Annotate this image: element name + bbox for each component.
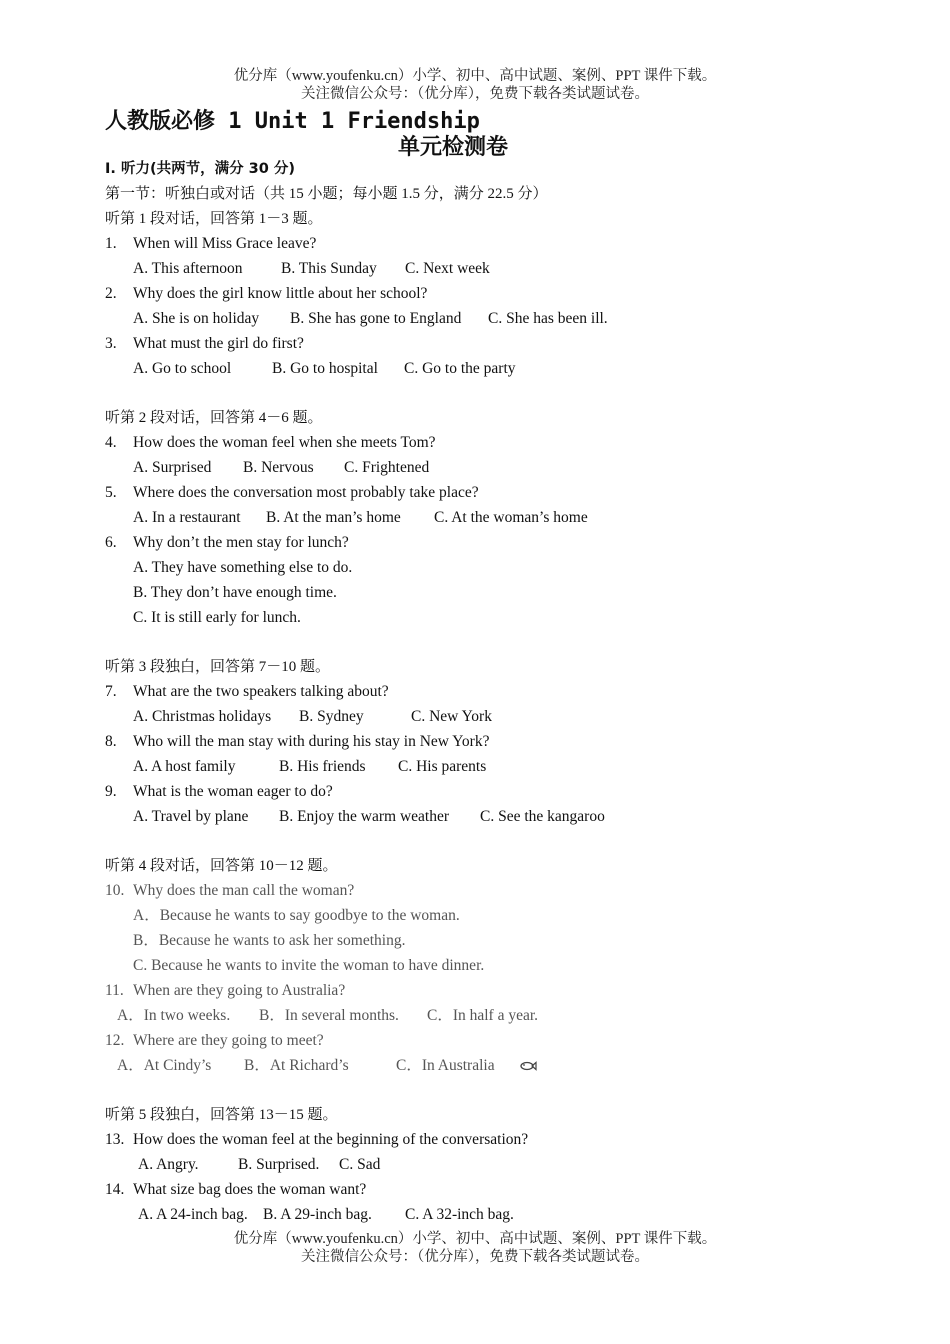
question-number: 1.: [105, 235, 117, 252]
option-c: C. Because he wants to invite the woman to have dinner.: [133, 957, 485, 974]
question-text: When will Miss Grace leave?: [133, 235, 317, 252]
question-number: 10.: [105, 882, 125, 899]
option-a: A. A host family: [133, 758, 236, 775]
question-number: 5.: [105, 484, 117, 501]
question-number: 7.: [105, 683, 117, 700]
option-b: B. This Sunday: [281, 260, 377, 277]
question-text: Where does the conversation most probably take place?: [133, 484, 479, 501]
question-text: What must the girl do first?: [133, 335, 304, 352]
option-c: C. His parents: [398, 758, 487, 775]
footer-line-2: 关注微信公众号：（优分库），免费下载各类试题试卷。: [301, 1249, 649, 1265]
question-number: 13.: [105, 1131, 125, 1148]
option-a: A. Travel by plane: [133, 808, 249, 825]
option-c: C. Go to the party: [404, 360, 516, 377]
header-line-1: 优分库（www.youfenku.cn）小学、初中、高中试题、案例、PPT 课件下载。: [233, 68, 717, 84]
option-b: B. His friends: [279, 758, 366, 775]
option-c: C．In Australia: [396, 1057, 495, 1074]
option-a: A．In two weeks.: [117, 1007, 231, 1024]
question-text: Why does the man call the woman?: [133, 882, 355, 899]
option-c: C. A 32-inch bag.: [405, 1206, 514, 1223]
question-text: Who will the man stay with during his stay in New York?: [133, 733, 490, 750]
question-text: When are they going to Australia?: [133, 982, 346, 999]
option-a: A. They have something else to do.: [133, 559, 353, 576]
option-c: C. Frightened: [344, 459, 430, 476]
question-number: 8.: [105, 733, 117, 750]
question-text: What is the woman eager to do?: [133, 783, 333, 800]
option-a: A．Because he wants to say goodbye to the woman.: [133, 907, 460, 924]
option-a: A. Angry.: [138, 1156, 199, 1173]
option-c: C. It is still early for lunch.: [133, 609, 301, 626]
option-c: C. At the woman’s home: [434, 509, 588, 526]
option-b: B. Enjoy the warm weather: [279, 808, 450, 825]
option-b: B．At Richard’s: [244, 1057, 349, 1074]
question-text: Where are they going to meet?: [133, 1032, 324, 1049]
question-number: 11.: [105, 982, 124, 999]
section-heading: Ⅰ. 听力(共两节，满分 30 分): [105, 161, 295, 177]
question-text: What are the two speakers talking about?: [133, 683, 389, 700]
option-a: A. She is on holiday: [133, 310, 260, 327]
subtitle-text: 单元检测卷: [397, 134, 508, 160]
option-b: B. Sydney: [299, 708, 364, 725]
group-intro-5: 听第 5 段独白，回答第 13－15 题。: [105, 1107, 338, 1123]
question-text: Why does the girl know little about her school?: [133, 285, 428, 302]
option-a: A. In a restaurant: [133, 509, 241, 526]
option-a: A. Christmas holidays: [133, 708, 272, 725]
option-b: B. Nervous: [243, 459, 314, 476]
option-a: A. This afternoon: [133, 260, 243, 277]
document-subtitle: [0, 130, 950, 161]
question-number: 3.: [105, 335, 117, 352]
question-number: 4.: [105, 434, 117, 451]
option-a: A. Surprised: [133, 459, 212, 476]
option-a: A. A 24-inch bag.: [138, 1206, 248, 1223]
question-number: 6.: [105, 534, 117, 551]
part-instruction: 第一节：听独白或对话（共 15 小题；每小题 1.5 分，满分 22.5 分）: [105, 186, 548, 202]
option-a: A．At Cindy’s: [117, 1057, 212, 1074]
group-intro-4: 听第 4 段对话，回答第 10－12 题。: [105, 858, 338, 874]
question-text: How does the woman feel at the beginning of the conversation?: [133, 1131, 529, 1148]
option-a: A. Go to school: [133, 360, 232, 377]
group-intro-1: 听第 1 段对话，回答第 1－3 题。: [105, 211, 323, 227]
group-intro-2: 听第 2 段对话，回答第 4－6 题。: [105, 410, 323, 426]
option-b: B. They don’t have enough time.: [133, 584, 337, 601]
option-b: B. She has gone to England: [290, 310, 462, 327]
question-number: 12.: [105, 1032, 125, 1049]
option-b: B．In several months.: [259, 1007, 399, 1024]
question-number: 14.: [105, 1181, 125, 1198]
option-c: C. Sad: [339, 1156, 381, 1173]
header-line-2: 关注微信公众号：（优分库），免费下载各类试题试卷。: [301, 86, 649, 102]
document-title: 人教版必修 1 Unit 1 Friendship: [105, 109, 480, 134]
option-b: B. At the man’s home: [266, 509, 401, 526]
question-text: Why don’t the men stay for lunch?: [133, 534, 349, 551]
group-intro-3: 听第 3 段独白，回答第 7－10 题。: [105, 659, 331, 675]
option-c: C．In half a year.: [427, 1007, 539, 1024]
question-number: 2.: [105, 285, 117, 302]
option-b: B. Go to hospital: [272, 360, 378, 377]
option-c: C. Next week: [405, 260, 490, 277]
footer-line-1: 优分库（www.youfenku.cn）小学、初中、高中试题、案例、PPT 课件下载。: [233, 1231, 717, 1247]
question-text: How does the woman feel when she meets Tom?: [133, 434, 436, 451]
option-c: C. See the kangaroo: [480, 808, 605, 825]
option-c: C. She has been ill.: [488, 310, 608, 327]
fish-icon: [519, 1060, 537, 1072]
question-number: 9.: [105, 783, 117, 800]
option-c: C. New York: [411, 708, 492, 725]
option-b: B. Surprised.: [238, 1156, 320, 1173]
option-b: B．Because he wants to ask her something.: [133, 932, 406, 949]
option-b: B. A 29-inch bag.: [263, 1206, 372, 1223]
question-text: What size bag does the woman want?: [133, 1181, 367, 1198]
